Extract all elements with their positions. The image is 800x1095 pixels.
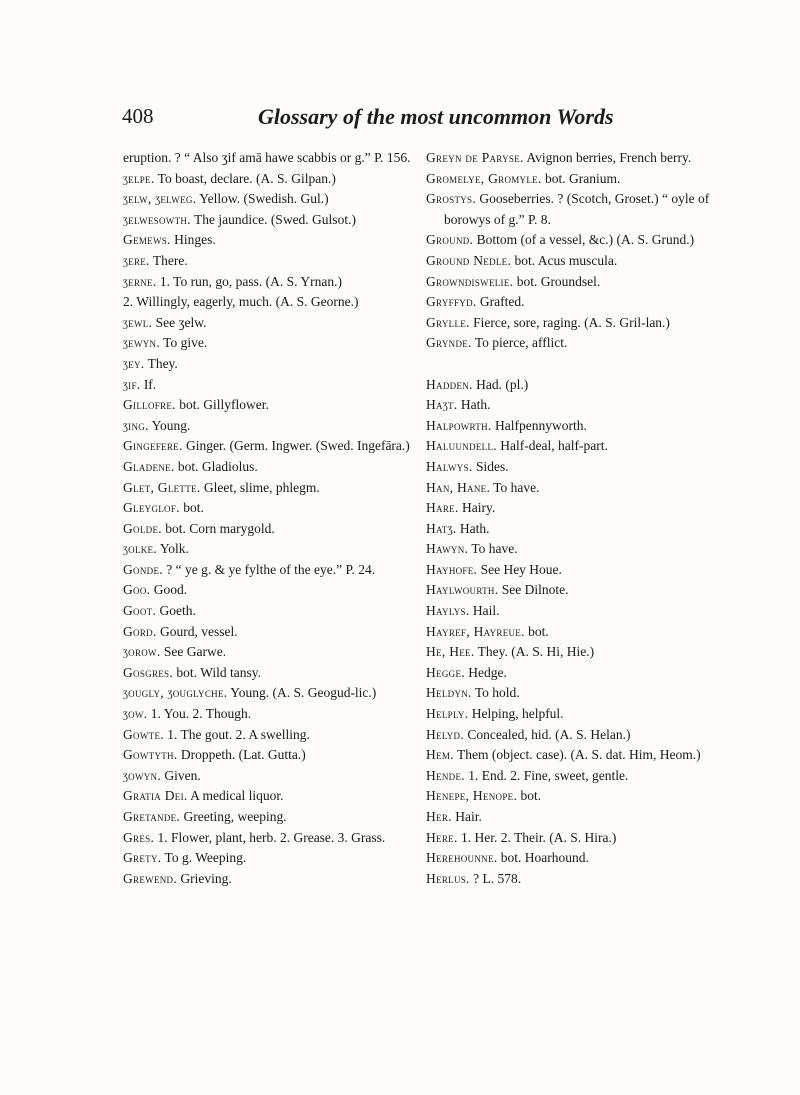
entry-headword: Gonde. [123, 561, 163, 577]
entry-definition: Yolk. [157, 541, 189, 557]
entry-definition: Yellow. (Swedish. Gul.) [196, 191, 329, 207]
glossary-entry [123, 745, 433, 766]
entry-headword: Golde. [123, 520, 162, 536]
glossary-entry [426, 457, 744, 478]
entry-definition: To hold. [471, 685, 520, 701]
entry-headword: Hawyn. [426, 541, 469, 557]
page-title: Glossary of the most uncommon Words [258, 104, 614, 129]
entry-definition: bot. Groundsel. [513, 273, 601, 289]
glossary-entry [123, 375, 433, 396]
entry-headword: Gryffyd. [426, 294, 477, 310]
entry-headword: ʒow. [123, 706, 148, 722]
glossary-column-left [123, 148, 433, 889]
entry-headword: ʒewyn. [123, 335, 161, 351]
entry-headword: Goot. [123, 603, 157, 619]
page-number: 408 [122, 104, 154, 128]
glossary-entry [123, 416, 433, 437]
glossary-entry [426, 807, 744, 828]
entry-definition: 1. The gout. 2. A swelling. [163, 726, 310, 742]
entry-headword: Gleyglof. [123, 500, 180, 516]
entry-definition: To have. [468, 541, 518, 557]
entry-definition: Hath. [457, 397, 491, 413]
entry-definition: The jaundice. (Swed. Gulsot.) [190, 211, 356, 227]
entry-definition: See ʒelw. [152, 314, 207, 330]
glossary-entry [426, 745, 744, 766]
entry-headword: Hadden. [426, 376, 473, 392]
entry-headword: Gratia Dei. [123, 788, 188, 804]
entry-definition: bot. Corn marygold. [161, 520, 275, 536]
entry-definition: 1. Flower, plant, herb. 2. Grease. 3. Grass. [154, 829, 386, 845]
glossary-entry [123, 828, 433, 849]
glossary-entry [123, 539, 433, 560]
entry-headword: Gowte. [123, 726, 164, 742]
entry-headword: Haluundell. [426, 438, 497, 454]
entry-headword: Gowtyth. [123, 747, 178, 763]
entry-definition: Gourd, vessel. [156, 623, 238, 639]
entry-definition: Them (object. case). (A. S. dat. Him, Heom.) [453, 747, 701, 763]
glossary-entry [123, 642, 433, 663]
entry-headword: Gretande. [123, 809, 181, 824]
entry-headword: Hende. [426, 767, 465, 783]
entry-definition: A medical liquor. [187, 788, 284, 804]
entry-definition: Hair. [451, 809, 482, 824]
entry-definition: Good. [150, 582, 188, 598]
entry-headword: ʒing. [123, 417, 149, 433]
entry-definition: They. [144, 355, 178, 371]
entry-headword: Helyd. [426, 726, 465, 742]
entry-headword: Han, Hane. [426, 479, 491, 495]
glossary-entry [123, 478, 433, 499]
glossary-entry [123, 313, 433, 334]
entry-headword: Hayref, Hayreue. [426, 623, 525, 639]
entry-definition: 1. Her. 2. Their. (A. S. Hira.) [457, 829, 617, 845]
entry-definition: bot. Gillyflower. [175, 397, 269, 413]
glossary-entry [426, 333, 744, 354]
glossary-entry [426, 416, 744, 437]
entry-definition: Ginger. (Germ. Ingwer. (Swed. Ingefāra.) [182, 438, 410, 454]
entry-definition: To have. [490, 479, 540, 495]
entry-headword: Ground. [426, 232, 474, 248]
glossary-entry [123, 251, 433, 272]
glossary-entry [123, 601, 433, 622]
glossary-entry [426, 683, 744, 704]
entry-definition: To g. Weeping. [161, 850, 247, 866]
glossary-entry [426, 622, 744, 643]
glossary-entry [123, 498, 433, 519]
glossary-entry [123, 519, 433, 540]
entry-definition: Had. (pl.) [472, 376, 529, 392]
glossary-entry [426, 436, 744, 457]
glossary-entry [426, 478, 744, 499]
entry-headword: Haylwourth. [426, 582, 499, 598]
entry-headword: ʒewl. [123, 314, 153, 330]
glossary-entry [123, 148, 433, 169]
page-header [0, 98, 800, 138]
entry-headword: Helply. [426, 706, 469, 722]
glossary-entry [426, 169, 744, 190]
glossary-entry [426, 251, 744, 272]
entry-definition: Halfpennyworth. [491, 417, 587, 433]
entry-definition: Gooseberries. ? (Scotch, Groset.) “ oyle of borowys of g.” P. 8. [444, 191, 710, 227]
glossary-entry [426, 313, 744, 334]
entry-definition: Sides. [472, 458, 509, 474]
entry-headword: Gosgres. [123, 664, 174, 680]
entry-headword: Gres. [123, 829, 155, 845]
entry-definition: Greeting, weeping. [180, 809, 287, 824]
entry-headword: Herehounne. [426, 850, 498, 866]
entry-headword: ʒerne. [123, 273, 157, 289]
entry-definition: If. [140, 376, 157, 392]
entry-definition: bot. [524, 623, 549, 639]
glossary-entry [426, 230, 744, 251]
entry-definition: bot. [179, 500, 204, 516]
glossary-entry [123, 457, 433, 478]
glossary-column-right [426, 148, 744, 889]
entry-headword: Glet, Glette. [123, 479, 201, 495]
glossary-entry [123, 395, 433, 416]
glossary-entry [123, 189, 433, 210]
entry-headword: ʒelw, ʒelweg. [123, 191, 197, 207]
entry-definition: bot. Wild tansy. [173, 664, 262, 680]
entry-headword: Goo. [123, 582, 151, 598]
glossary-entry [426, 519, 744, 540]
glossary-entry [426, 601, 744, 622]
glossary-entry [426, 663, 744, 684]
entry-headword: ʒougly, ʒouglyche. [123, 685, 228, 701]
entry-headword: Halpowrth. [426, 417, 492, 433]
glossary-entry [123, 560, 433, 581]
glossary-entry [123, 786, 433, 807]
entry-headword: Hayhofe. [426, 561, 478, 577]
entry-headword: Grynde. [426, 335, 472, 351]
glossary-entry [123, 704, 433, 725]
entry-headword: ʒolke. [123, 541, 158, 557]
glossary-entry [426, 704, 744, 725]
entry-definition: Avignon berries, French berry. [523, 150, 692, 165]
entry-definition: Grieving. [177, 870, 232, 886]
entry-definition: bot. Gladiolus. [174, 458, 258, 474]
entry-headword: Heldyn. [426, 685, 472, 701]
entry-definition: To boast, declare. (A. S. Gilpan.) [154, 170, 336, 186]
entry-definition: bot. Hoarhound. [497, 850, 589, 866]
section-gap [426, 354, 744, 375]
entry-definition: Given. [161, 767, 201, 783]
entry-headword: ʒowyn. [123, 767, 162, 783]
entry-definition: 2. Willingly, eagerly, much. (A. S. Georne.) [123, 294, 359, 310]
entry-headword: ʒelpe. [123, 170, 155, 186]
entry-headword: Haʒt. [426, 397, 458, 413]
entry-definition: Droppeth. (Lat. Gutta.) [177, 747, 306, 763]
entry-definition: To give. [160, 335, 208, 351]
entry-definition: There. [149, 252, 188, 268]
entry-headword: ʒorow. [123, 644, 161, 660]
entry-headword: Henepe, Henope. [426, 788, 518, 804]
glossary-entry [123, 354, 433, 375]
entry-definition: bot. Granium. [541, 170, 621, 186]
entry-headword: Grewend. [123, 870, 178, 886]
entry-headword: Ground Nedle. [426, 252, 512, 268]
glossary-entry [123, 766, 433, 787]
entry-definition: Helping, helpful. [468, 706, 564, 722]
entry-definition: Grafted. [476, 294, 525, 310]
entry-headword: Her. [426, 809, 452, 824]
glossary-entry [123, 230, 433, 251]
glossary-entry [426, 498, 744, 519]
entry-definition: bot. Acus muscula. [511, 252, 618, 268]
glossary-entry [123, 580, 433, 601]
glossary-entry [123, 807, 433, 828]
entry-definition: Hail. [469, 603, 500, 619]
entry-headword: Halwys. [426, 458, 473, 474]
entry-definition: To pierce, afflict. [471, 335, 568, 351]
entry-headword: Here. [426, 829, 458, 845]
entry-headword: Growndiswelie. [426, 273, 514, 289]
entry-definition: Bottom (of a vessel, &c.) (A. S. Grund.) [473, 232, 695, 248]
entry-definition: 1. To run, go, pass. (A. S. Yrnan.) [156, 273, 342, 289]
glossary-entry [123, 333, 433, 354]
glossary-entry [426, 848, 744, 869]
glossary-entry [426, 766, 744, 787]
entry-definition: Young. [148, 417, 191, 433]
entry-headword: He, Hee. [426, 644, 475, 660]
entry-definition: Fierce, sore, raging. (A. S. Gril-lan.) [469, 314, 670, 330]
entry-definition: 1. You. 2. Though. [147, 706, 252, 722]
entry-definition: ? “ ye g. & ye fylthe of the eye.” P. 24. [162, 561, 376, 577]
glossary-entry [123, 436, 433, 457]
entry-definition: Hairy. [458, 500, 496, 516]
glossary-entry [426, 148, 744, 169]
glossary-entry [123, 210, 433, 231]
glossary-entry [123, 683, 433, 704]
entry-headword: Gromelye, Gromyle. [426, 170, 542, 186]
glossary-entry [123, 622, 433, 643]
entry-definition: See Dilnote. [498, 582, 569, 598]
entry-headword: ʒelwesowth. [123, 211, 191, 227]
entry-definition: ? L. 578. [469, 870, 522, 886]
glossary-entry [123, 292, 433, 313]
entry-definition: They. (A. S. Hi, Hie.) [474, 644, 595, 660]
glossary-entry [426, 539, 744, 560]
glossary-entry [426, 869, 744, 890]
entry-headword: Hegge. [426, 664, 465, 680]
entry-headword: Hatʒ. [426, 520, 457, 536]
entry-headword: Haylys. [426, 603, 470, 619]
glossary-entry [123, 725, 433, 746]
glossary-entry [426, 375, 744, 396]
entry-definition: eruption. ? “ Also ʒif amā hawe scabbis or g.” P. 156. [123, 150, 411, 165]
glossary-entry [426, 395, 744, 416]
entry-headword: Greyn de Paryse. [426, 150, 524, 165]
entry-headword: Gladene. [123, 458, 175, 474]
glossary-entry [426, 292, 744, 313]
entry-headword: Gord. [123, 623, 157, 639]
entry-headword: Grety. [123, 850, 162, 866]
entry-definition: See Garwe. [160, 644, 227, 660]
entry-definition: Half-deal, half-part. [496, 438, 608, 454]
entry-headword: Hem. [426, 747, 454, 763]
entry-definition: Goeth. [156, 603, 196, 619]
entry-definition: 1. End. 2. Fine, sweet, gentle. [464, 767, 629, 783]
glossary-entry [123, 869, 433, 890]
glossary-entry [123, 848, 433, 869]
entry-headword: Gemews. [123, 232, 171, 248]
glossary-entry [426, 642, 744, 663]
glossary-entry [426, 828, 744, 849]
entry-definition: Hedge. [464, 664, 507, 680]
entry-headword: Herlus. [426, 870, 470, 886]
glossary-entry [123, 169, 433, 190]
entry-headword: Hare. [426, 500, 459, 516]
entry-definition: See Hey Houe. [477, 561, 562, 577]
glossary-entry [426, 560, 744, 581]
entry-definition: Concealed, hid. (A. S. Helan.) [464, 726, 631, 742]
glossary-entry [123, 272, 433, 293]
entry-definition: Gleet, slime, phlegm. [200, 479, 320, 495]
entry-definition: Hath. [456, 520, 490, 536]
entry-definition: Young. (A. S. Geogud-lic.) [227, 685, 377, 701]
entry-headword: ʒere. [123, 252, 150, 268]
entry-headword: ʒey. [123, 355, 145, 371]
entry-headword: Grylle. [426, 314, 470, 330]
entry-definition: bot. [517, 788, 542, 804]
entry-definition: Hinges. [170, 232, 216, 248]
entry-headword: Grostys. [426, 191, 477, 207]
glossary-entry [123, 663, 433, 684]
entry-headword: ʒif. [123, 376, 141, 392]
glossary-entry [426, 189, 744, 230]
glossary-entry [426, 725, 744, 746]
entry-headword: Gillofre. [123, 397, 176, 413]
entry-headword: Gingefere. [123, 438, 183, 454]
glossary-entry [426, 786, 744, 807]
glossary-entry [426, 580, 744, 601]
glossary-entry [426, 272, 744, 293]
